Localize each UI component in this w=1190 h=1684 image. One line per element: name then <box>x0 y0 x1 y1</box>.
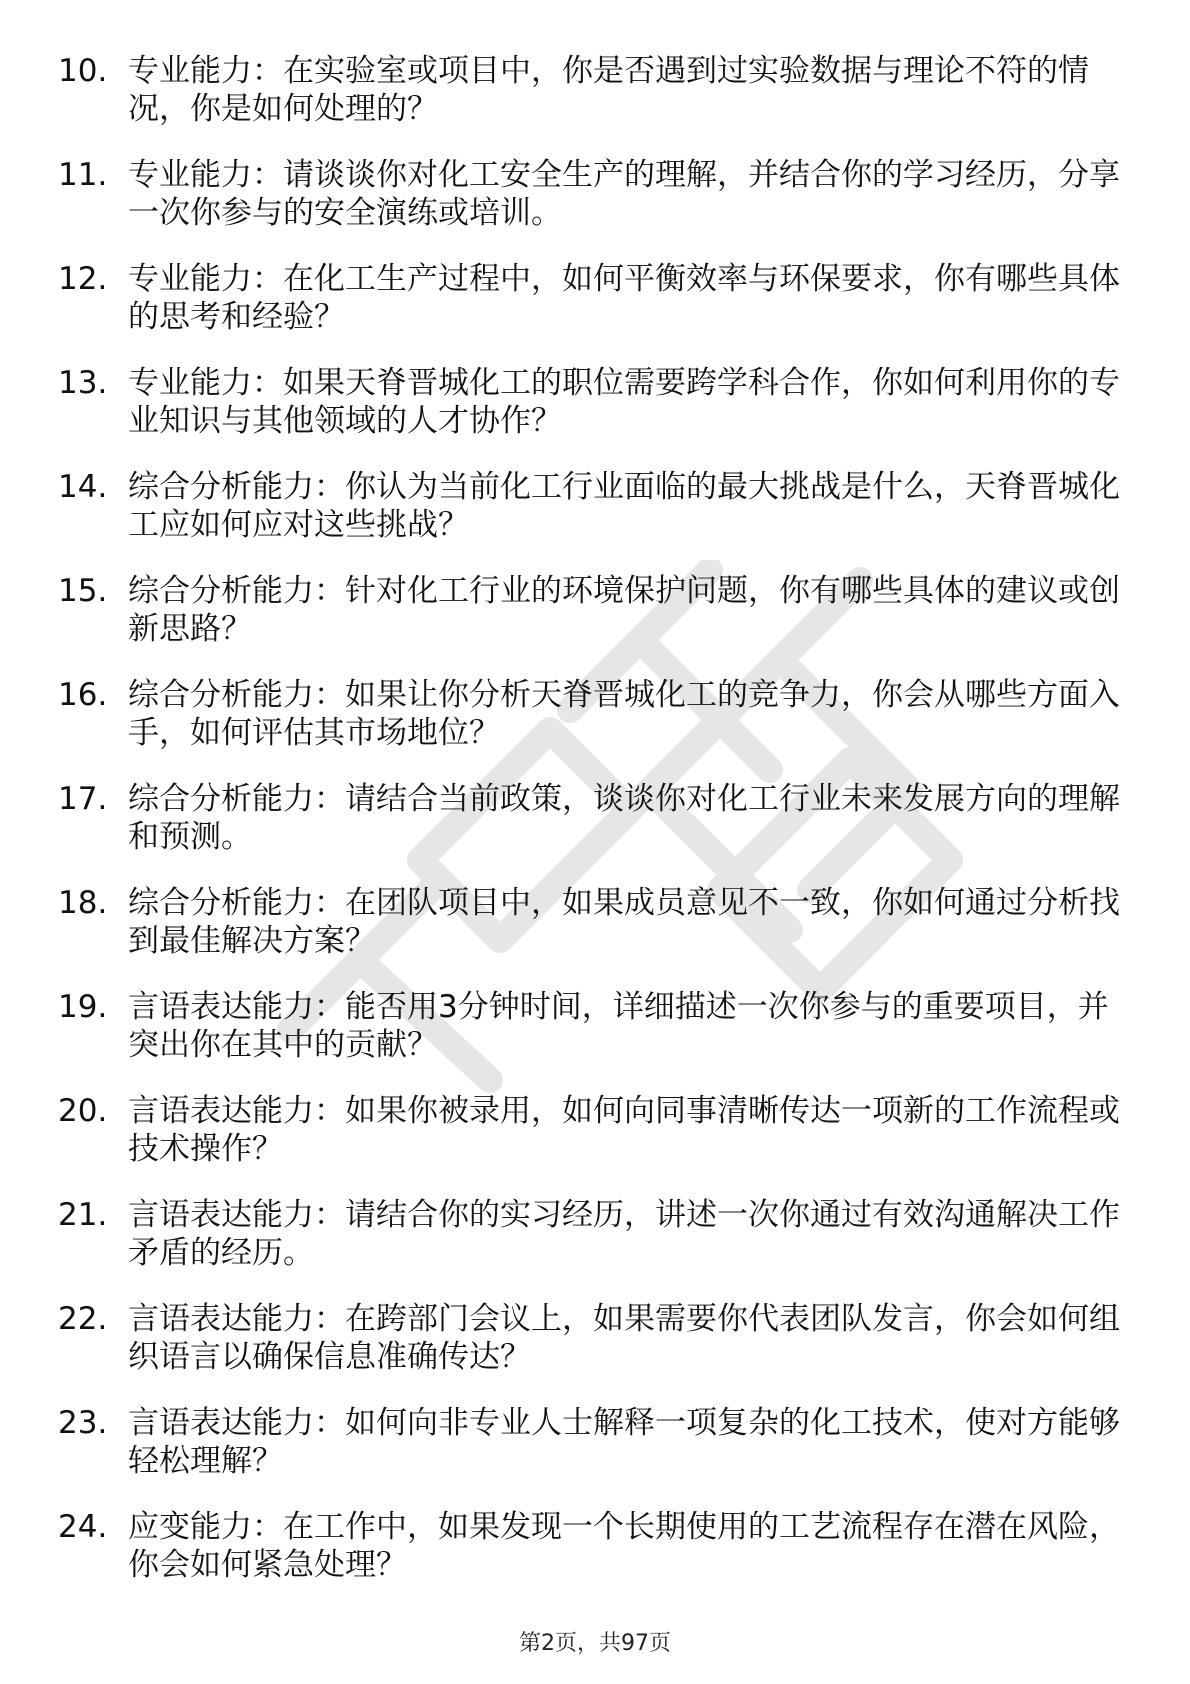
list-item <box>58 468 1138 572</box>
question-number: 20. <box>58 1093 108 1129</box>
question-text: 专业能力：在化工生产过程中，如何平衡效率与环保要求，你有哪些具体的思考和经验？ <box>128 261 1120 335</box>
list-item <box>58 156 1138 260</box>
question-text: 综合分析能力：在团队项目中，如果成员意见不一致，你如何通过分析找到最佳解决方案？ <box>128 885 1120 959</box>
list-item <box>58 988 1138 1092</box>
page-number: 第2页，共97页 <box>519 1631 671 1656</box>
question-text: 综合分析能力：你认为当前化工行业面临的最大挑战是什么，天脊晋城化工应如何应对这些挑战？ <box>128 469 1120 543</box>
question-number: 16. <box>58 677 108 713</box>
question-number: 13. <box>58 365 108 401</box>
list-item <box>58 52 1138 156</box>
question-text: 应变能力：在工作中，如果发现一个长期使用的工艺流程存在潜在风险，你会如何紧急处理？ <box>128 1509 1120 1583</box>
question-number: 19. <box>58 989 108 1025</box>
question-text: 综合分析能力：针对化工行业的环境保护问题，你有哪些具体的建议或创新思路？ <box>128 573 1120 647</box>
question-number: 23. <box>58 1405 108 1441</box>
question-number: 11. <box>58 157 108 193</box>
question-list <box>58 52 1138 1612</box>
question-number: 21. <box>58 1197 108 1233</box>
list-item <box>58 260 1138 364</box>
question-number: 18. <box>58 885 108 921</box>
question-text: 言语表达能力：能否用3分钟时间，详细描述一次你参与的重要项目，并突出你在其中的贡献？ <box>128 989 1109 1063</box>
question-number: 17. <box>58 781 108 817</box>
question-text: 专业能力：在实验室或项目中，你是否遇到过实验数据与理论不符的情况，你是如何处理的？ <box>128 53 1089 127</box>
question-text: 言语表达能力：请结合你的实习经历，讲述一次你通过有效沟通解决工作矛盾的经历。 <box>128 1197 1120 1271</box>
list-item <box>58 572 1138 676</box>
list-item <box>58 1404 1138 1508</box>
question-text: 综合分析能力：请结合当前政策，谈谈你对化工行业未来发展方向的理解和预测。 <box>128 781 1120 855</box>
question-text: 综合分析能力：如果让你分析天脊晋城化工的竞争力，你会从哪些方面入手，如何评估其市场地位？ <box>128 677 1120 751</box>
list-item <box>58 1300 1138 1404</box>
list-item <box>58 780 1138 884</box>
question-text: 言语表达能力：在跨部门会议上，如果需要你代表团队发言，你会如何组织语言以确保信息准确传达？ <box>128 1301 1120 1375</box>
question-number: 10. <box>58 53 108 89</box>
list-item <box>58 364 1138 468</box>
list-item <box>58 1196 1138 1300</box>
list-item <box>58 1092 1138 1196</box>
question-number: 22. <box>58 1301 108 1337</box>
question-text: 言语表达能力：如果你被录用，如何向同事清晰传达一项新的工作流程或技术操作？ <box>128 1093 1120 1167</box>
question-number: 12. <box>58 261 108 297</box>
question-number: 24. <box>58 1509 108 1545</box>
question-number: 14. <box>58 469 108 505</box>
question-text: 专业能力：请谈谈你对化工安全生产的理解，并结合你的学习经历，分享一次你参与的安全演练或培训。 <box>128 157 1120 231</box>
list-item <box>58 884 1138 988</box>
question-number: 15. <box>58 573 108 609</box>
question-text: 言语表达能力：如何向非专业人士解释一项复杂的化工技术，使对方能够轻松理解？ <box>128 1405 1120 1479</box>
list-item <box>58 1508 1138 1612</box>
list-item <box>58 676 1138 780</box>
question-text: 专业能力：如果天脊晋城化工的职位需要跨学科合作，你如何利用你的专业知识与其他领域的人才协作？ <box>128 365 1120 439</box>
